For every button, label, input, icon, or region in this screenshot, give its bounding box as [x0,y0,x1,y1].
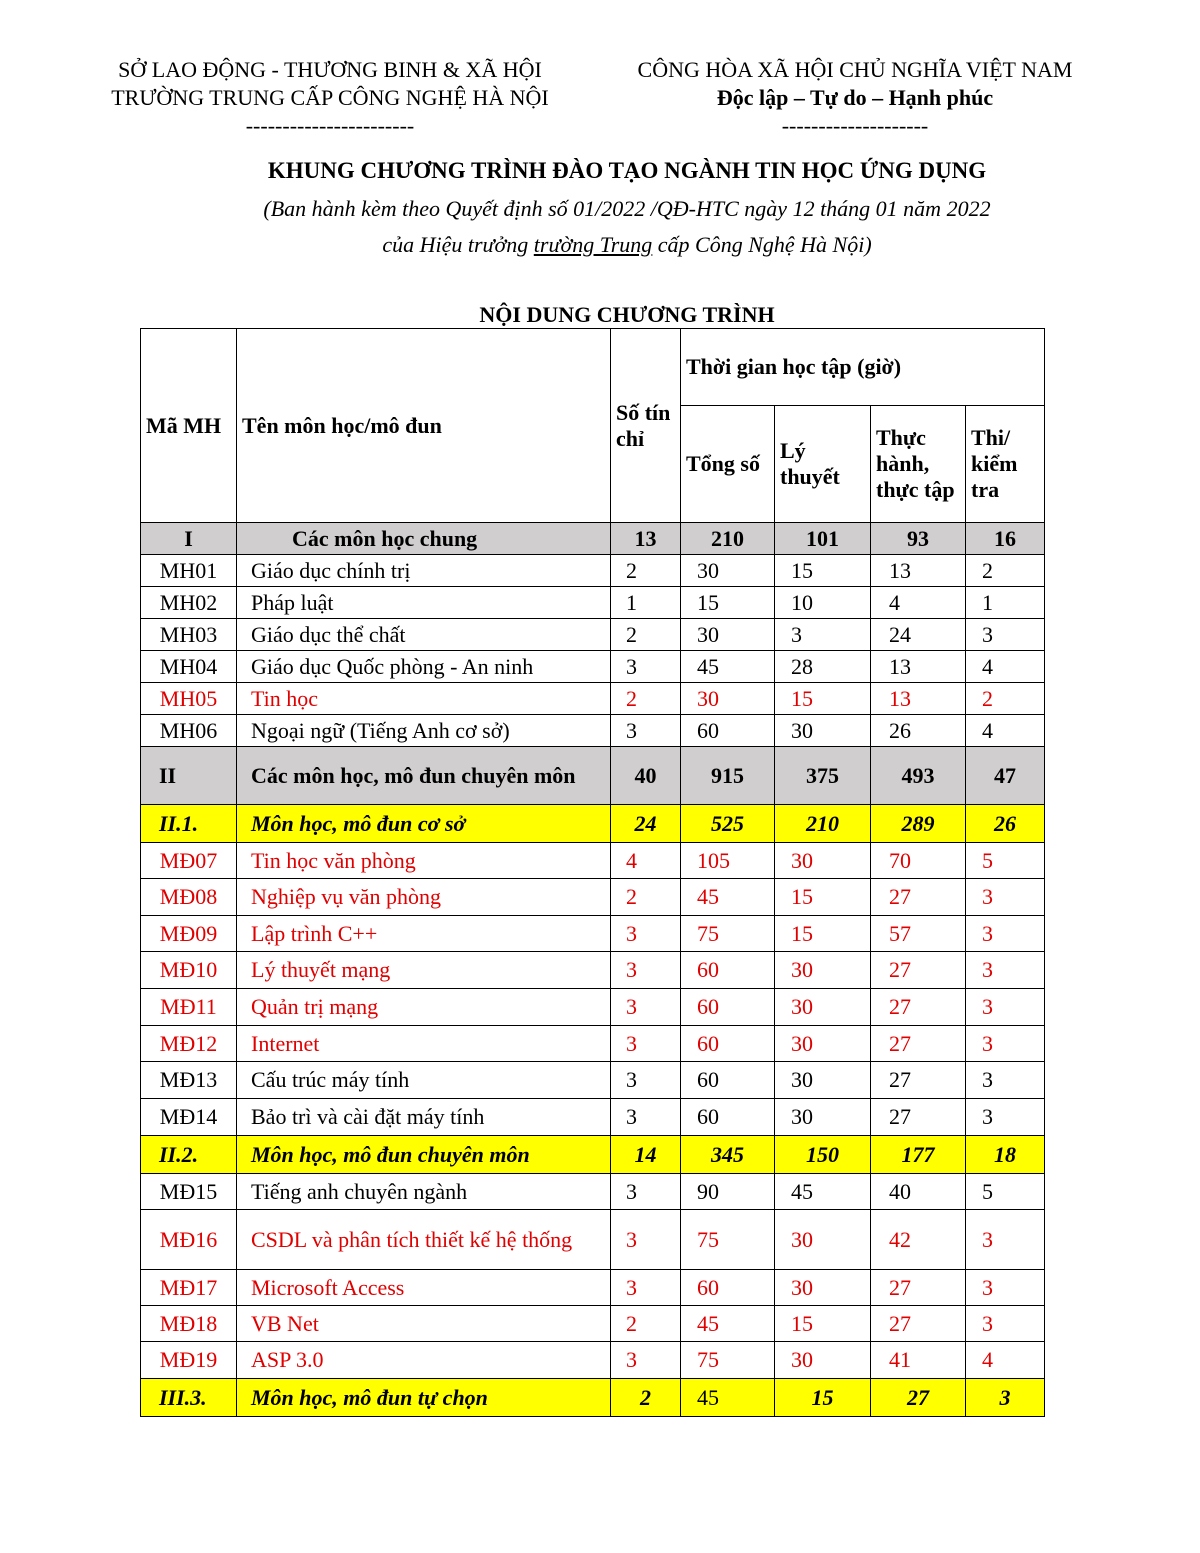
table-row [141,916,1045,952]
cell-code: MĐ14 [141,1099,237,1136]
table-row [141,1210,1045,1270]
cell-code: II [141,747,237,805]
cell-practice: 13 [871,555,966,587]
table-row [141,619,1045,651]
cell-total: 60 [681,1270,775,1306]
table-row [141,1136,1045,1174]
cell-credits: 14 [611,1136,681,1174]
cell-exam: 47 [966,747,1045,805]
cell-exam: 3 [966,619,1045,651]
cell-code: MĐ12 [141,1026,237,1062]
cell-practice: 42 [871,1210,966,1270]
cell-total: 15 [681,587,775,619]
table-row [141,555,1045,587]
cell-code: MĐ18 [141,1306,237,1342]
cell-name: Các môn học chung [237,523,611,555]
cell-total: 60 [681,952,775,989]
cell-practice: 24 [871,619,966,651]
cell-practice: 26 [871,715,966,747]
table-row [141,651,1045,683]
cell-exam: 2 [966,683,1045,715]
cell-total: 525 [681,805,775,843]
cell-practice: 13 [871,683,966,715]
cell-total: 30 [681,683,775,715]
cell-name: Ngoại ngữ (Tiếng Anh cơ sở) [237,715,611,747]
header-exam: Thi/ kiểm tra [966,406,1045,523]
cell-credits: 3 [611,1342,681,1379]
cell-code: MH05 [141,683,237,715]
subtitle-2-part-c: cấp Công Nghệ Hà Nội) [652,232,872,257]
header-credits: Số tín chỉ [611,329,681,523]
document-subtitle-2 [0,232,1200,258]
header-time: Thời gian học tập (giờ) [681,329,1045,406]
cell-theory: 28 [775,651,871,683]
curriculum-table [140,328,1045,1417]
header-left-divider: ----------------------- [245,113,415,138]
cell-theory: 45 [775,1174,871,1210]
cell-practice: 27 [871,1026,966,1062]
cell-exam: 3 [966,1210,1045,1270]
cell-name: VB Net [237,1306,611,1342]
cell-code: II.2. [141,1136,237,1174]
cell-exam: 3 [966,1306,1045,1342]
document-title: KHUNG CHƯƠNG TRÌNH ĐÀO TẠO NGÀNH TIN HỌC ỨNG DỤNG [267,158,987,183]
cell-exam: 4 [966,651,1045,683]
header-total: Tổng số [681,406,775,523]
header-practice: Thực hành, thực tập [871,406,966,523]
cell-theory: 101 [775,523,871,555]
cell-credits: 3 [611,1210,681,1270]
table-body [141,523,1045,1417]
header-name: Tên môn học/mô đun [237,329,611,523]
cell-name: Quản trị mạng [237,989,611,1026]
table-row [141,1342,1045,1379]
cell-name: Giáo dục thể chất [237,619,611,651]
cell-exam: 3 [966,916,1045,952]
cell-practice: 27 [871,879,966,916]
subtitle-2-part-b: trường Trung [533,232,653,257]
cell-code: MH03 [141,619,237,651]
cell-practice: 27 [871,1099,966,1136]
cell-code: III.3. [141,1379,237,1417]
table-row [141,805,1045,843]
cell-code: MH02 [141,587,237,619]
table-row [141,1270,1045,1306]
cell-total: 90 [681,1174,775,1210]
cell-code: MĐ09 [141,916,237,952]
table-row [141,1306,1045,1342]
cell-name: Lập trình C++ [237,916,611,952]
cell-exam: 3 [966,1379,1045,1417]
section-title: NỘI DUNG CHƯƠNG TRÌNH [479,302,775,327]
cell-credits: 3 [611,1062,681,1099]
country-name: CÔNG HÒA XÃ HỘI CHỦ NGHĨA VIỆT NAM [637,57,1073,82]
table-row [141,587,1045,619]
cell-total: 30 [681,555,775,587]
table-row [141,1379,1045,1417]
cell-total: 45 [681,879,775,916]
cell-total: 60 [681,989,775,1026]
cell-practice: 70 [871,843,966,879]
table-row [141,879,1045,916]
table-row [141,952,1045,989]
cell-theory: 30 [775,1026,871,1062]
cell-name: Tiếng anh chuyên ngành [237,1174,611,1210]
cell-theory: 15 [775,683,871,715]
cell-total: 60 [681,1099,775,1136]
cell-theory: 375 [775,747,871,805]
header-theory: Lý thuyết [775,406,871,523]
cell-theory: 30 [775,1062,871,1099]
cell-practice: 289 [871,805,966,843]
cell-code: MĐ16 [141,1210,237,1270]
cell-name: Bảo trì và cài đặt máy tính [237,1099,611,1136]
cell-theory: 10 [775,587,871,619]
cell-theory: 15 [775,1379,871,1417]
cell-total: 75 [681,916,775,952]
cell-name: Các môn học, mô đun chuyên môn [237,747,611,805]
cell-total: 75 [681,1210,775,1270]
cell-practice: 41 [871,1342,966,1379]
cell-credits: 13 [611,523,681,555]
cell-credits: 2 [611,619,681,651]
cell-name: Lý thuyết mạng [237,952,611,989]
cell-credits: 3 [611,1270,681,1306]
cell-practice: 27 [871,1379,966,1417]
cell-total: 345 [681,1136,775,1174]
cell-name: Giáo dục chính trị [237,555,611,587]
cell-name: Nghiệp vụ văn phòng [237,879,611,916]
table-row [141,683,1045,715]
cell-practice: 177 [871,1136,966,1174]
cell-name: Giáo dục Quốc phòng - An ninh [237,651,611,683]
cell-theory: 30 [775,1270,871,1306]
cell-exam: 5 [966,843,1045,879]
ministry-name: SỞ LAO ĐỘNG - THƯƠNG BINH & XÃ HỘI [118,57,542,82]
cell-credits: 4 [611,843,681,879]
cell-theory: 30 [775,843,871,879]
national-motto: Độc lập – Tự do – Hạnh phúc [716,85,994,110]
cell-credits: 2 [611,879,681,916]
cell-total: 30 [681,619,775,651]
cell-code: MĐ08 [141,879,237,916]
cell-exam: 3 [966,1270,1045,1306]
cell-theory: 30 [775,989,871,1026]
cell-exam: 2 [966,555,1045,587]
cell-credits: 3 [611,1099,681,1136]
cell-theory: 150 [775,1136,871,1174]
header-left [70,56,590,140]
cell-name: Tin học [237,683,611,715]
table-row [141,989,1045,1026]
table-row [141,1099,1045,1136]
cell-credits: 1 [611,587,681,619]
cell-practice: 57 [871,916,966,952]
cell-exam: 3 [966,1099,1045,1136]
table-row [141,1026,1045,1062]
cell-code: MĐ17 [141,1270,237,1306]
cell-code: I [141,523,237,555]
header-right [600,56,1110,140]
cell-credits: 24 [611,805,681,843]
cell-name: Pháp luật [237,587,611,619]
cell-name: Môn học, mô đun cơ sở [237,805,611,843]
cell-theory: 30 [775,1099,871,1136]
cell-practice: 493 [871,747,966,805]
cell-theory: 15 [775,1306,871,1342]
cell-name: Cấu trúc máy tính [237,1062,611,1099]
cell-theory: 210 [775,805,871,843]
cell-exam: 3 [966,952,1045,989]
school-name: TRƯỜNG TRUNG CẤP CÔNG NGHỆ HÀ NỘI [111,85,549,110]
cell-total: 45 [681,1306,775,1342]
cell-total: 60 [681,1026,775,1062]
cell-credits: 40 [611,747,681,805]
cell-practice: 4 [871,587,966,619]
cell-exam: 3 [966,1062,1045,1099]
cell-exam: 3 [966,879,1045,916]
cell-code: MH06 [141,715,237,747]
header-code: Mã MH [141,329,237,523]
cell-exam: 16 [966,523,1045,555]
cell-total: 75 [681,1342,775,1379]
cell-total: 105 [681,843,775,879]
cell-exam: 4 [966,1342,1045,1379]
cell-practice: 27 [871,1062,966,1099]
cell-exam: 3 [966,1026,1045,1062]
table-row [141,1062,1045,1099]
table-row [141,523,1045,555]
cell-practice: 93 [871,523,966,555]
cell-total: 60 [681,715,775,747]
cell-theory: 30 [775,1210,871,1270]
cell-practice: 27 [871,1270,966,1306]
cell-theory: 15 [775,555,871,587]
cell-theory: 30 [775,1342,871,1379]
cell-exam: 5 [966,1174,1045,1210]
cell-code: MH04 [141,651,237,683]
cell-total: 45 [681,651,775,683]
cell-total: 210 [681,523,775,555]
cell-credits: 3 [611,651,681,683]
cell-name: Tin học văn phòng [237,843,611,879]
cell-exam: 4 [966,715,1045,747]
cell-code: MĐ13 [141,1062,237,1099]
cell-credits: 2 [611,1306,681,1342]
cell-code: MH01 [141,555,237,587]
cell-name: ASP 3.0 [237,1342,611,1379]
cell-name: Internet [237,1026,611,1062]
cell-code: MĐ07 [141,843,237,879]
cell-credits: 3 [611,715,681,747]
cell-theory: 30 [775,715,871,747]
cell-name: Môn học, mô đun tự chọn [237,1379,611,1417]
cell-practice: 27 [871,952,966,989]
cell-total: 45 [681,1379,775,1417]
table-row [141,1174,1045,1210]
cell-total: 915 [681,747,775,805]
table-row [141,747,1045,805]
document-subtitle-1: (Ban hành kèm theo Quyết định số 01/2022 /QĐ-HTC ngày 12 tháng 01 năm 2022 [263,196,991,221]
cell-code: MĐ15 [141,1174,237,1210]
cell-practice: 40 [871,1174,966,1210]
cell-theory: 15 [775,916,871,952]
table-row [141,843,1045,879]
cell-practice: 13 [871,651,966,683]
cell-credits: 3 [611,916,681,952]
cell-code: MĐ11 [141,989,237,1026]
cell-credits: 3 [611,989,681,1026]
cell-total: 60 [681,1062,775,1099]
cell-credits: 3 [611,1026,681,1062]
cell-theory: 15 [775,879,871,916]
cell-code: MĐ10 [141,952,237,989]
cell-credits: 3 [611,1174,681,1210]
cell-name: Microsoft Access [237,1270,611,1306]
subtitle-2-part-a: của Hiệu trưởng [382,232,534,257]
cell-code: MĐ19 [141,1342,237,1379]
cell-name: Môn học, mô đun chuyên môn [237,1136,611,1174]
cell-exam: 3 [966,989,1045,1026]
cell-code: II.1. [141,805,237,843]
cell-exam: 26 [966,805,1045,843]
cell-practice: 27 [871,989,966,1026]
cell-exam: 1 [966,587,1045,619]
table-row [141,715,1045,747]
cell-credits: 2 [611,1379,681,1417]
cell-credits: 2 [611,555,681,587]
cell-exam: 18 [966,1136,1045,1174]
cell-theory: 3 [775,619,871,651]
cell-theory: 30 [775,952,871,989]
cell-name: CSDL và phân tích thiết kế hệ thống [237,1210,611,1270]
cell-credits: 2 [611,683,681,715]
cell-practice: 27 [871,1306,966,1342]
cell-credits: 3 [611,952,681,989]
header-right-divider: -------------------- [781,113,929,138]
